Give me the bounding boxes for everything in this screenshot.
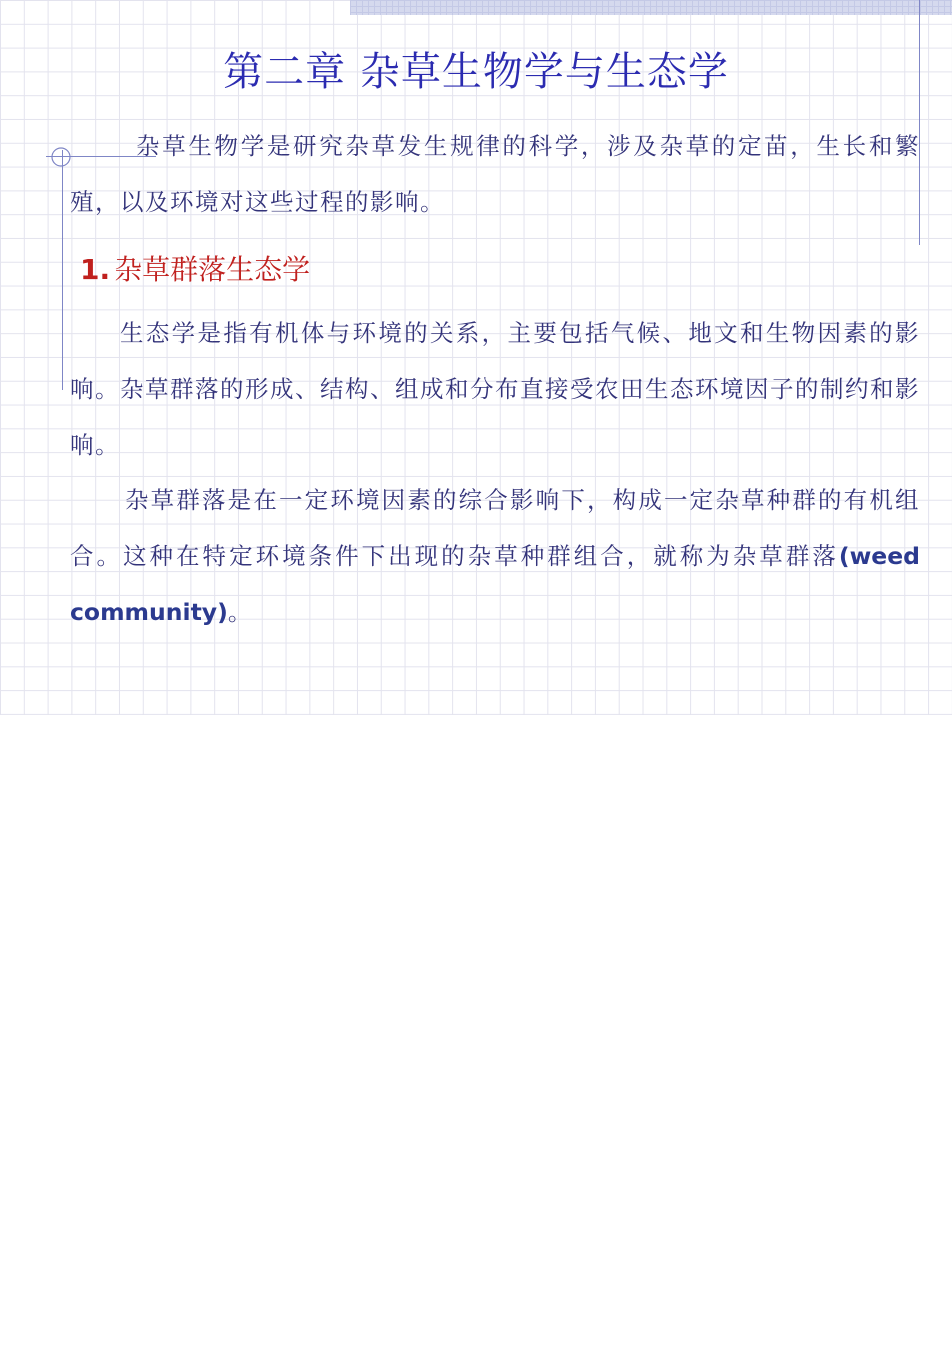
section-paragraph-2-end: 。 [227,598,253,626]
section-paragraph-2-text: 杂草群落是在一定环境因素的综合影响下，构成一定杂草种群的有机组合。这种在特定环境条件下出现的杂草种群组合，就称为杂草群落 [70,486,920,570]
weed-community-term: (weed community) [70,542,920,626]
section-heading [80,248,310,288]
section-number: 1. [80,253,111,286]
decorative-top-band [350,0,952,15]
intro-paragraph: 杂草生物学是研究杂草发生规律的科学，涉及杂草的定苗，生长和繁殖，以及环境对这些过程的影响。 [70,132,920,216]
decorative-left-rule [62,150,63,390]
section-paragraph-2 [70,472,920,640]
section-paragraph-1: 生态学是指有机体与环境的关系，主要包括气候、地文和生物因素的影响。杂草群落的形成、结构、组成和分布直接受农田生态环境因子的制约和影响。 [70,319,920,459]
section-heading-text: 杂草群落生态学 [114,253,311,286]
slide-title: 第二章 杂草生物学与生态学 [223,49,729,95]
